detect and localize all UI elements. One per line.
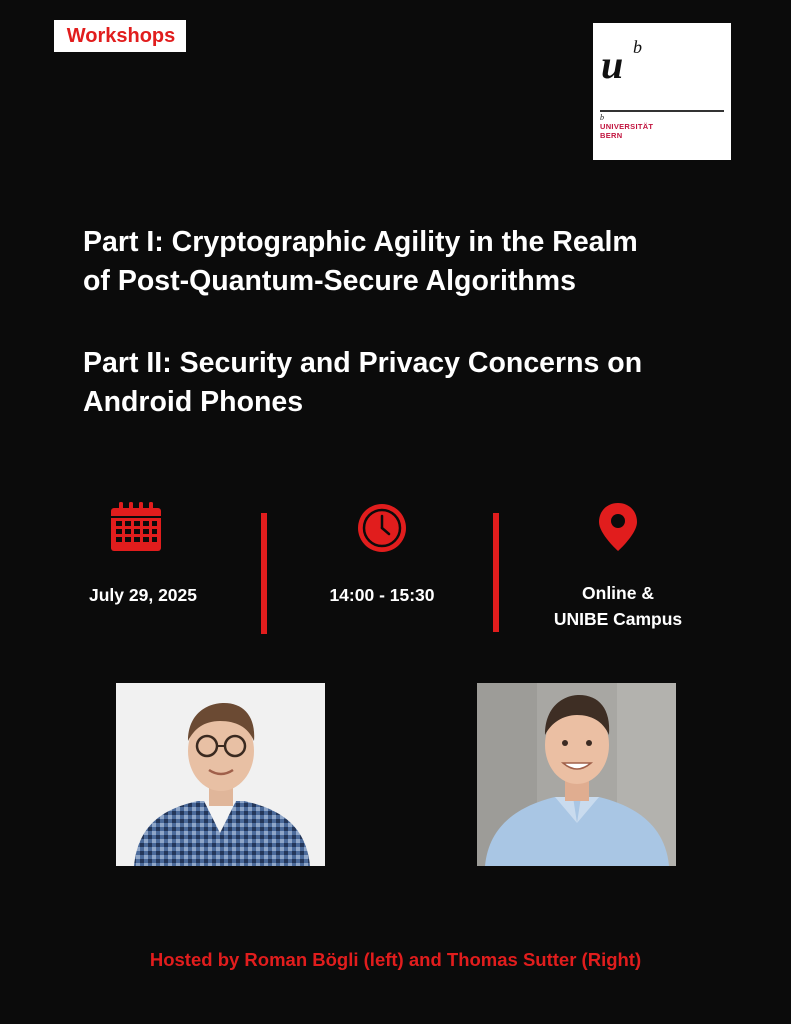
- event-location-line1: Online &: [582, 583, 654, 603]
- logo-mark-u: u: [601, 42, 624, 87]
- clock-icon: [357, 503, 407, 553]
- hosts-credit: Hosted by Roman Bögli (left) and Thomas Sutter (Right): [149, 949, 642, 970]
- university-logo: [593, 23, 731, 160]
- title-part-two-line1: Part II: Security and Privacy Concerns on: [83, 347, 643, 379]
- title-part-one-line1: Part I: Cryptographic Agility in the Realm: [83, 226, 638, 258]
- separator-left: [261, 513, 267, 634]
- event-location: [528, 580, 708, 632]
- logo-mark-b: b: [633, 37, 642, 57]
- calendar-icon: [110, 502, 162, 552]
- title-part-two-line2: Android Phones: [83, 386, 304, 418]
- host-photo-left: [116, 683, 325, 866]
- event-location-line2: UNIBE Campus: [553, 609, 683, 629]
- logo-name: [600, 122, 653, 140]
- separator-right: [493, 513, 499, 632]
- event-date: July 29, 2025: [89, 585, 197, 605]
- logo-rule: [600, 110, 724, 112]
- title-part-two: [83, 344, 723, 422]
- title-part-one-line2: of Post-Quantum-Secure Algorithms: [83, 265, 576, 297]
- logo-name-line1: UNIVERSITÄT: [600, 122, 654, 131]
- logo-name-line2: BERN: [600, 131, 623, 140]
- title-part-one: [83, 223, 723, 301]
- workshops-badge: Workshops: [54, 20, 186, 52]
- event-time: 14:00 - 15:30: [329, 585, 435, 605]
- logo-small-b: b: [600, 113, 604, 122]
- map-pin-icon: [598, 503, 638, 551]
- host-photo-right: [477, 683, 676, 866]
